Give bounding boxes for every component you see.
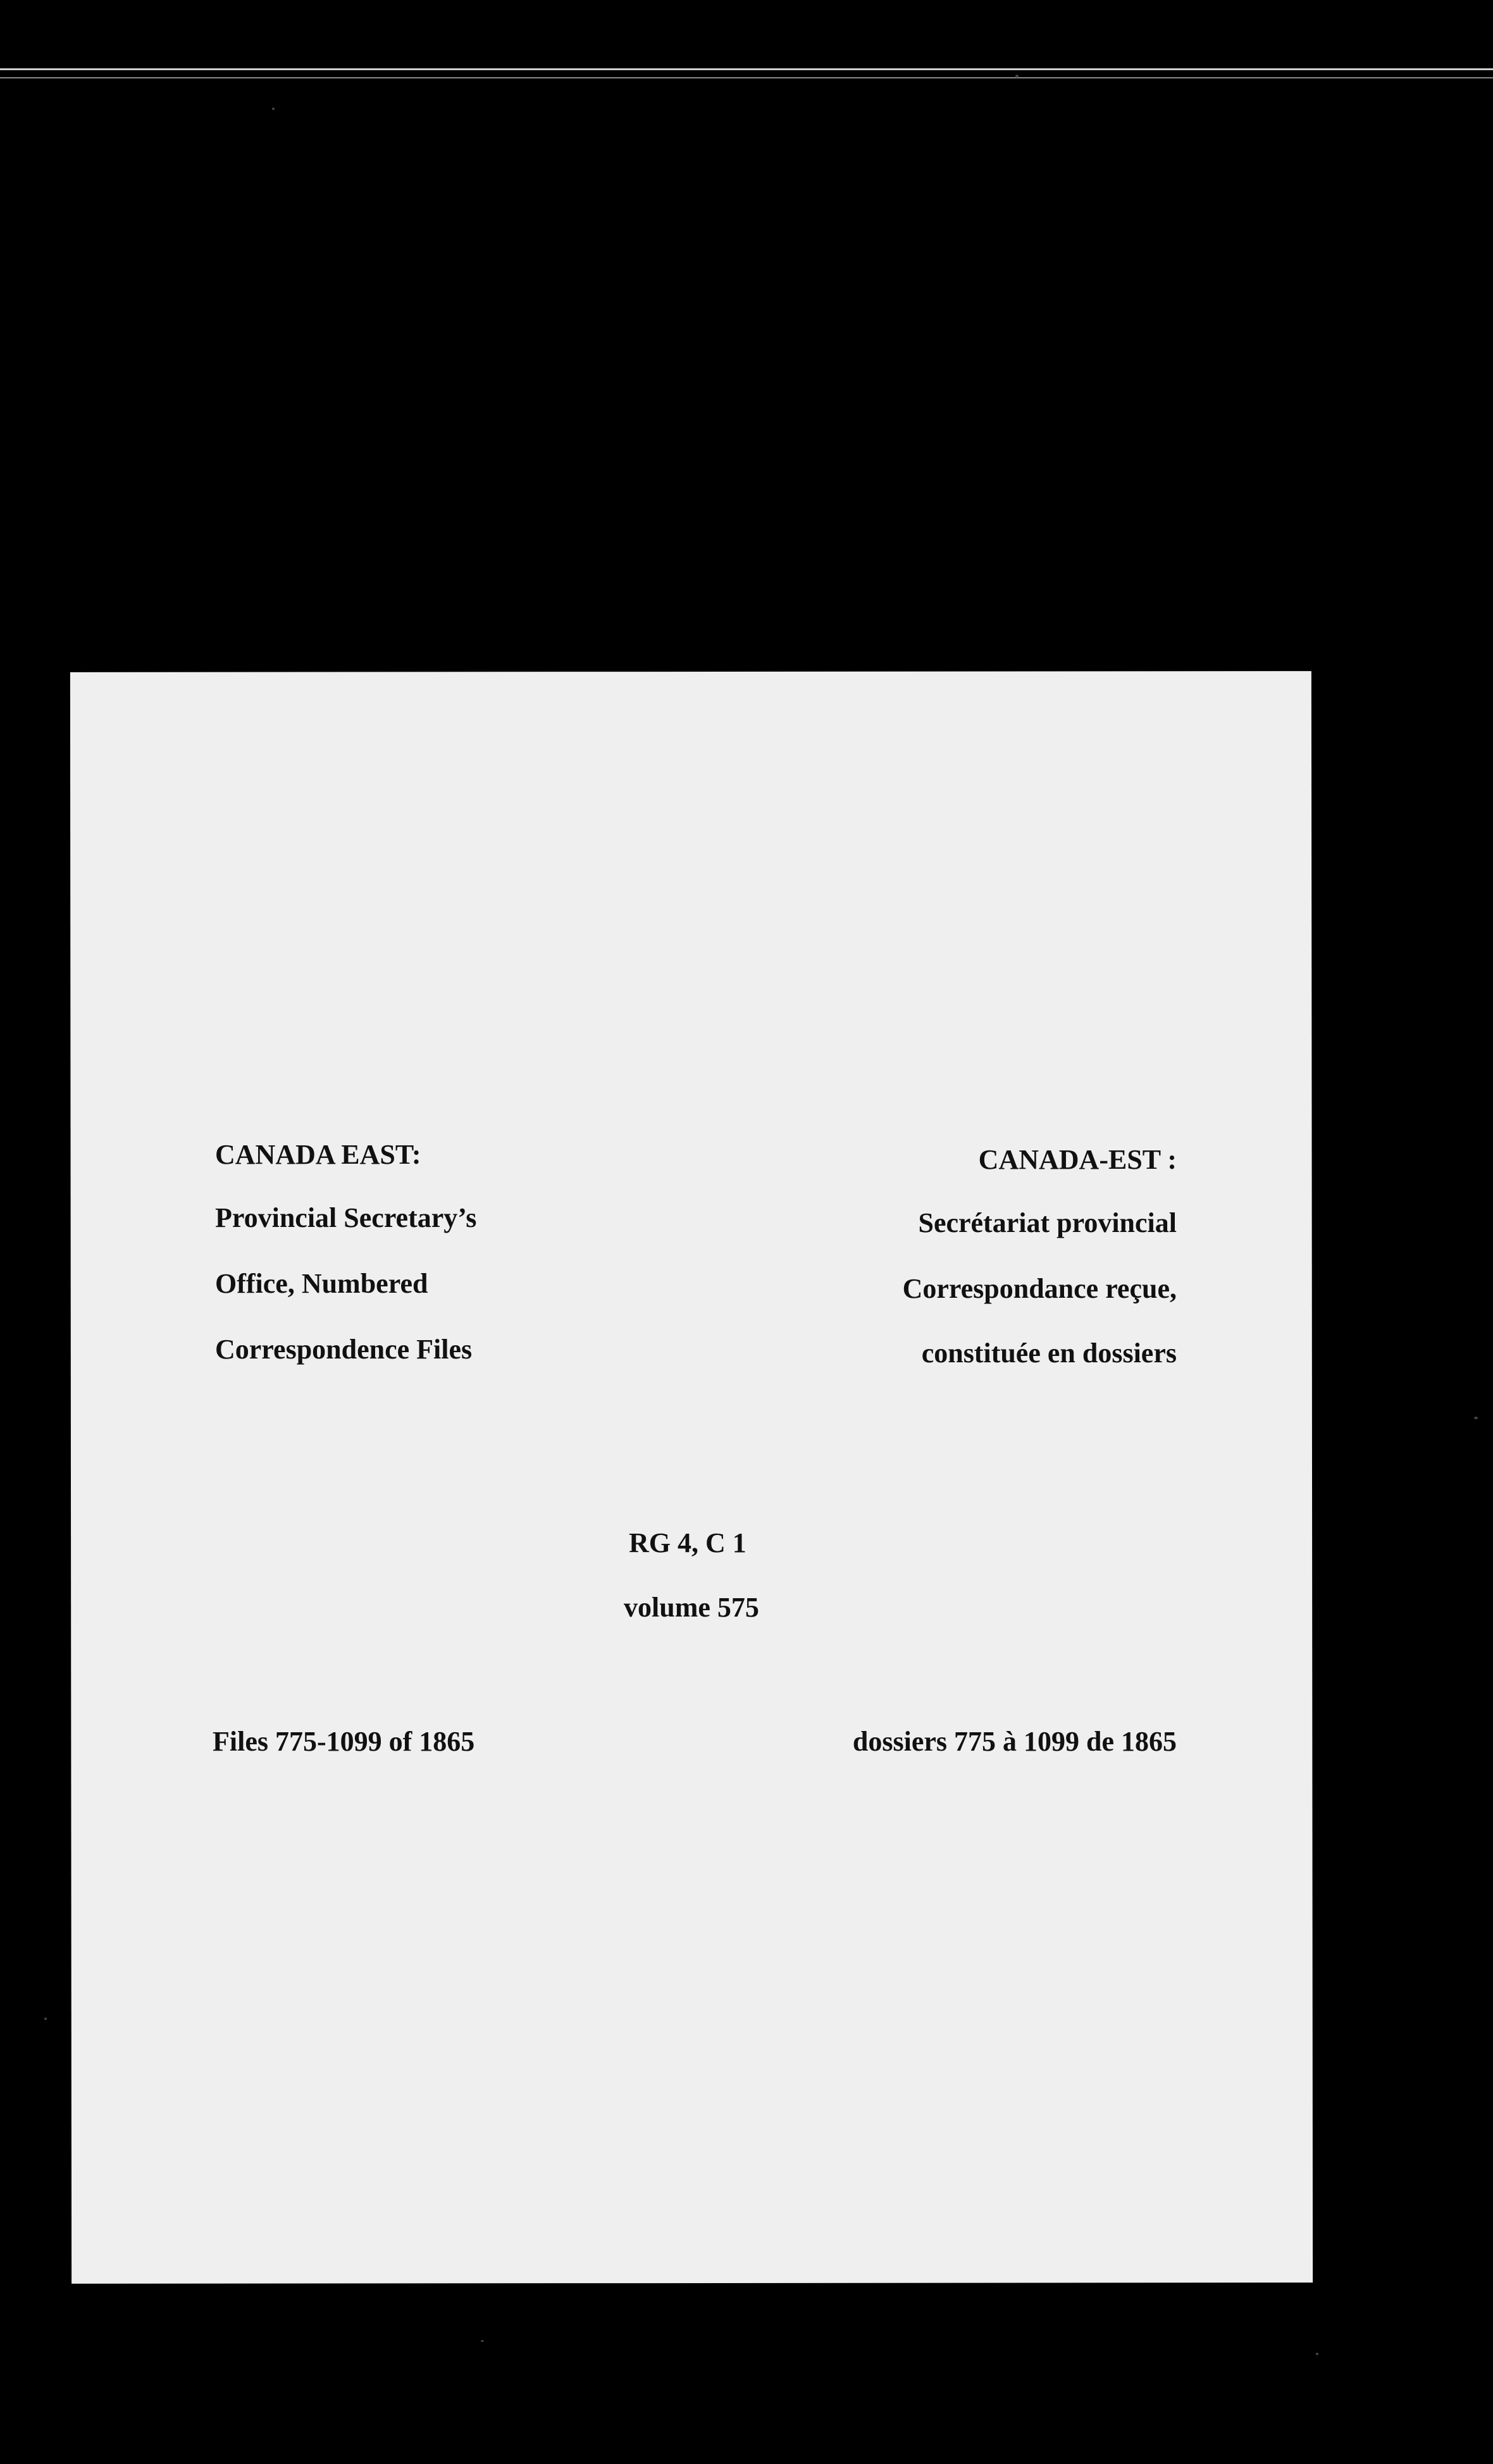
dust-speck — [44, 2017, 47, 2020]
right-line-1: Secrétariat provincial — [918, 1207, 1177, 1238]
dust-speck — [272, 108, 275, 110]
dust-speck — [481, 2340, 484, 2342]
volume-number: volume 575 — [624, 1592, 759, 1623]
right-line-3: constituée en dossiers — [921, 1338, 1177, 1369]
document-page — [70, 671, 1313, 2284]
left-heading: CANADA EAST: — [215, 1139, 421, 1170]
dust-speck — [1015, 75, 1019, 78]
left-line-1: Provincial Secretary’s — [215, 1202, 477, 1233]
film-edge-rule-secondary — [0, 77, 1493, 78]
left-line-2: Office, Numbered — [215, 1268, 428, 1299]
dust-speck — [1316, 2353, 1318, 2355]
files-range-english: Files 775-1099 of 1865 — [213, 1726, 475, 1757]
film-edge-rule — [0, 68, 1493, 70]
record-group-reference: RG 4, C 1 — [629, 1527, 746, 1558]
files-range-french: dossiers 775 à 1099 de 1865 — [852, 1726, 1177, 1757]
right-line-2: Correspondance reçue, — [902, 1273, 1177, 1304]
left-line-3: Correspondence Files — [215, 1334, 473, 1365]
right-heading: CANADA-EST : — [978, 1144, 1177, 1175]
dust-speck — [1474, 1417, 1478, 1419]
